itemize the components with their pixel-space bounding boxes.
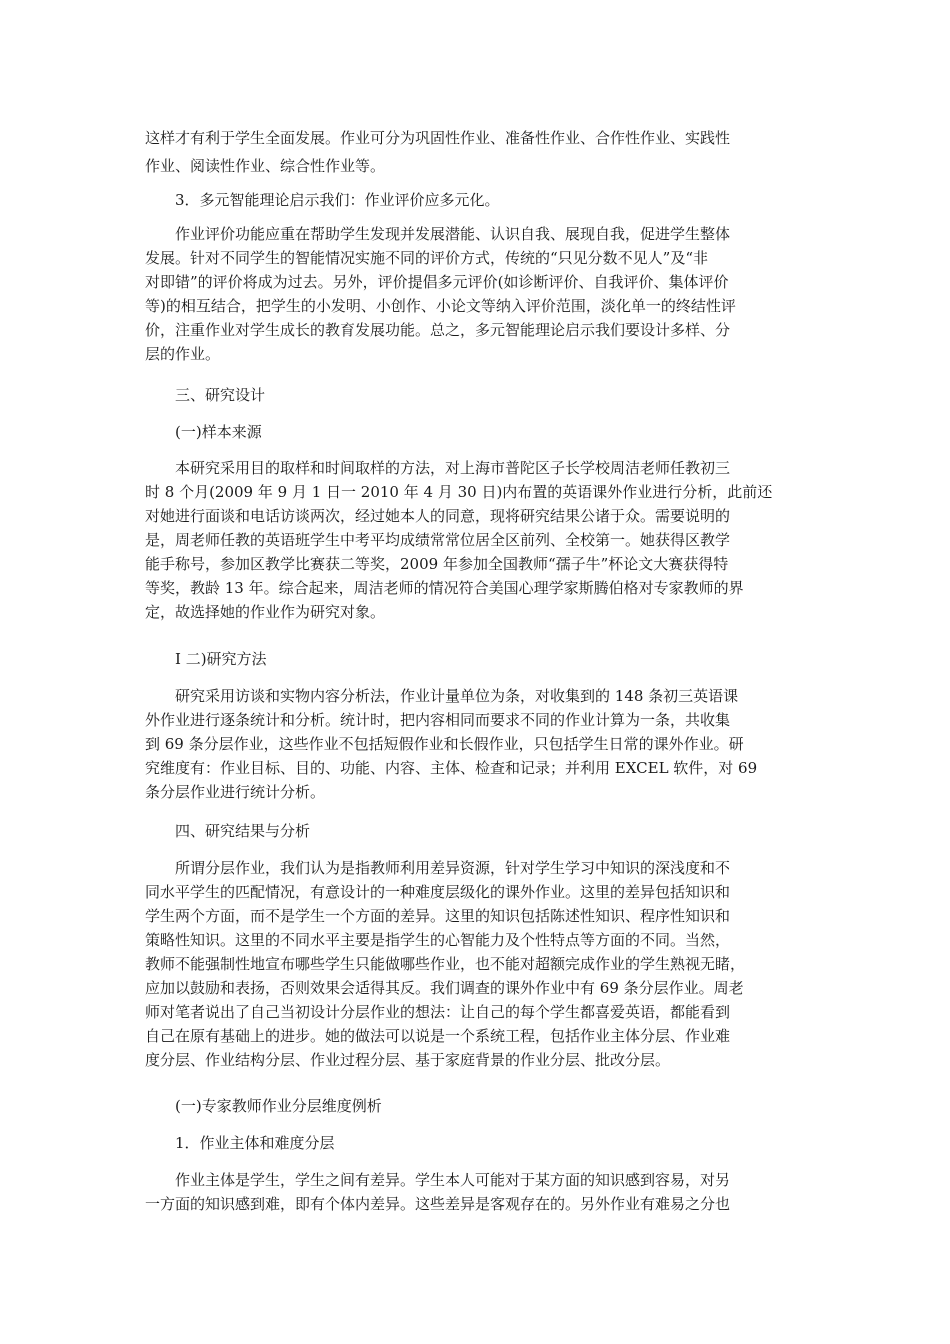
section-heading: 四、研究结果与分析 bbox=[175, 822, 311, 840]
paragraph-line: 自己在原有基础上的进步。她的做法可以说是一个系统工程，包括作业主体分层、作业难 bbox=[145, 1027, 731, 1045]
paragraph-line: 层的作业。 bbox=[145, 345, 221, 363]
paragraph-line: 对即错”的评价将成为过去。另外，评价提倡多元评价(如诊断评价、自我评价、集体评价 bbox=[145, 273, 729, 291]
paragraph-line: 到 69 条分层作业，这些作业不包括短假作业和长假作业，只包括学生日常的课外作业。研 bbox=[145, 735, 744, 753]
subsection-heading: I 二)研究方法 bbox=[175, 650, 267, 668]
paragraph-line: 外作业进行逐条统计和分析。统计时，把内容相同而要求不同的作业计算为一条，共收集 bbox=[145, 711, 731, 729]
subsection-heading: (一)专家教师作业分层维度例析 bbox=[175, 1097, 382, 1115]
paragraph-line: 是，周老师任教的英语班学生中考平均成绩常常位居全区前列、全校第一。她获得区教学 bbox=[145, 531, 731, 549]
paragraph-line: 学生两个方面，而不是学生一个方面的差异。这里的知识包括陈述性知识、程序性知识和 bbox=[145, 907, 731, 925]
paragraph-line: 价，注重作业对学生成长的教育发展功能。总之，多元智能理论启示我们要设计多样、分 bbox=[145, 321, 731, 339]
paragraph-line: 发展。针对不同学生的智能情况实施不同的评价方式，传统的“只见分数不见人”及“非 bbox=[145, 249, 709, 267]
paragraph-line: 本研究采用目的取样和时间取样的方法，对上海市普陀区子长学校周洁老师任教初三 bbox=[175, 459, 731, 477]
paragraph-line: 研究采用访谈和实物内容分析法，作业计量单位为条，对收集到的 148 条初三英语课 bbox=[175, 687, 739, 705]
paragraph-line: 度分层、作业结构分层、作业过程分层、基于家庭背景的作业分层、批改分层。 bbox=[145, 1051, 671, 1069]
paragraph-line: 究维度有：作业目标、目的、功能、内容、主体、检查和记录；并利用 EXCEL 软件，对 69 bbox=[145, 759, 758, 777]
paragraph-line: 作业评价功能应重在帮助学生发现并发展潜能、认识自我、展现自我，促进学生整体 bbox=[175, 225, 731, 243]
subheading: 1．作业主体和难度分层 bbox=[175, 1134, 335, 1152]
paragraph-line: 所谓分层作业，我们认为是指教师利用差异资源，针对学生学习中知识的深浅度和不 bbox=[175, 859, 731, 877]
paragraph-line: 师对笔者说出了自己当初设计分层作业的想法：让自己的每个学生都喜爱英语，都能看到 bbox=[145, 1003, 731, 1021]
paragraph-line: 一方面的知识感到难，即有个体内差异。这些差异是客观存在的。另外作业有难易之分也 bbox=[145, 1195, 731, 1213]
paragraph-line: 作业、阅读性作业、综合性作业等。 bbox=[145, 157, 386, 175]
subheading: 3．多元智能理论启示我们：作业评价应多元化。 bbox=[175, 191, 500, 209]
paragraph-line: 对她进行面谈和电话访谈两次，经过她本人的同意，现将研究结果公诸于众。需要说明的 bbox=[145, 507, 731, 525]
paragraph-line: 教师不能强制性地宣布哪些学生只能做哪些作业，也不能对超额完成作业的学生熟视无睹， bbox=[145, 955, 746, 973]
subsection-heading: (一)样本来源 bbox=[175, 423, 262, 441]
paragraph-line: 等)的相互结合，把学生的小发明、小创作、小论文等纳入评价范围，淡化单一的终结性评 bbox=[145, 297, 736, 315]
paragraph-line: 策略性知识。这里的不同水平主要是指学生的心智能力及个性特点等方面的不同。当然， bbox=[145, 931, 731, 949]
paragraph-line: 定，故选择她的作业作为研究对象。 bbox=[145, 603, 386, 621]
paragraph-line: 同水平学生的匹配情况，有意设计的一种难度层级化的课外作业。这里的差异包括知识和 bbox=[145, 883, 731, 901]
paragraph-line: 条分层作业进行统计分析。 bbox=[145, 783, 326, 801]
paragraph-line: 时 8 个月(2009 年 9 月 1 日一 2010 年 4 月 30 日)内布置的英语课外作业进行分析，此前还 bbox=[145, 483, 773, 501]
paragraph-line: 能手称号，参加区教学比赛获二等奖，2009 年参加全国教师“孺子牛”杯论文大赛获得特 bbox=[145, 555, 729, 573]
paragraph-line: 应加以鼓励和表扬，否则效果会适得其反。我们调查的课外作业中有 69 条分层作业。周老 bbox=[145, 979, 744, 997]
paragraph-line: 作业主体是学生，学生之间有差异。学生本人可能对于某方面的知识感到容易，对另 bbox=[175, 1171, 731, 1189]
paragraph-line: 等奖，教龄 13 年。综合起来，周洁老师的情况符合美国心理学家斯腾伯格对专家教师的界 bbox=[145, 579, 744, 597]
paragraph-line: 这样才有利于学生全面发展。作业可分为巩固性作业、准备性作业、合作性作业、实践性 bbox=[145, 129, 731, 147]
section-heading: 三、研究设计 bbox=[175, 386, 266, 404]
